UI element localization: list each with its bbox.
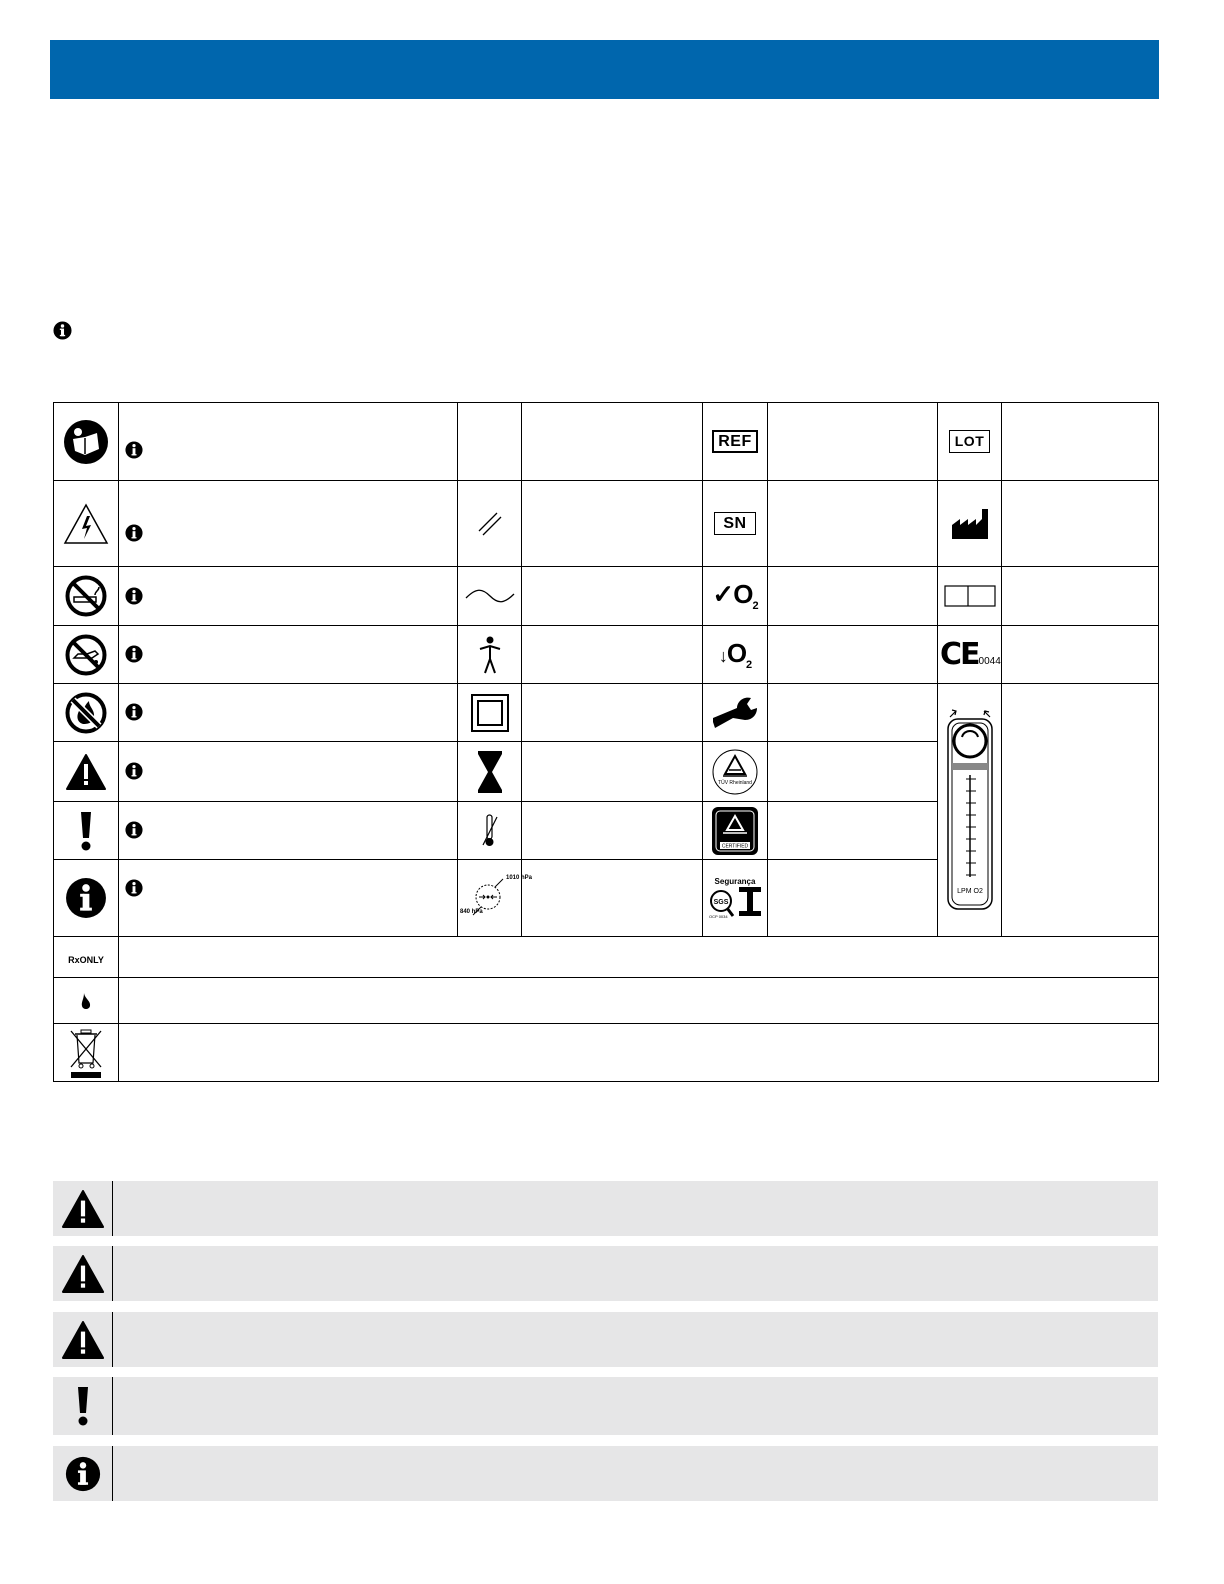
exclamation-icon	[79, 810, 93, 852]
table-row	[54, 626, 1159, 684]
description-cell	[522, 684, 703, 742]
symbol-cell	[458, 742, 522, 802]
description-cell	[768, 860, 938, 937]
table-row	[54, 684, 1159, 742]
description-cell	[119, 403, 458, 481]
symbol-cell	[458, 403, 522, 481]
warning-note	[53, 1246, 1158, 1301]
caution-note	[53, 1377, 1158, 1435]
manufacturer-icon	[950, 507, 990, 541]
electric-shock-warning-icon	[63, 503, 109, 545]
description-cell	[522, 626, 703, 684]
flowmeter-icon	[942, 707, 998, 913]
description-cell	[119, 1024, 1159, 1082]
low-oxygen-symbol: $↓O_2$	[718, 637, 752, 672]
class-ii-equipment-icon	[471, 694, 509, 732]
atmospheric-pressure-limit-icon	[459, 873, 532, 923]
keep-dry-drop-icon	[79, 991, 93, 1011]
description-cell	[119, 937, 1159, 978]
weee-crossed-bin-icon	[67, 1027, 105, 1079]
description-cell	[768, 626, 938, 684]
description-cell	[119, 626, 458, 684]
flowmeter-cell	[938, 684, 1002, 937]
description-cell	[1002, 684, 1159, 937]
symbol-cell	[458, 567, 522, 626]
description-cell	[119, 978, 1159, 1024]
table-row	[54, 481, 1159, 567]
ocp-label: OCP 0034	[709, 914, 728, 919]
description-cell	[1002, 481, 1159, 567]
warning-triangle-icon	[53, 1312, 113, 1367]
ref-symbol: REF	[712, 430, 758, 453]
exclamation-icon	[53, 1377, 113, 1435]
table-row	[54, 403, 1159, 481]
symbol-cell	[458, 626, 522, 684]
symbol-cell	[54, 403, 119, 481]
sn-symbol: SN	[714, 512, 755, 535]
symbol-cell	[703, 403, 768, 481]
description-cell	[119, 567, 458, 626]
description-cell	[768, 684, 938, 742]
symbol-cell	[703, 567, 768, 626]
warning-triangle-icon	[53, 1246, 113, 1301]
symbol-cell	[458, 802, 522, 860]
symbol-cell	[938, 567, 1002, 626]
description-cell	[768, 481, 938, 567]
no-open-flame-icon	[65, 692, 107, 734]
alternating-current-icon	[464, 588, 516, 604]
type-bf-applied-part-icon	[477, 635, 503, 675]
read-manual-icon	[63, 419, 109, 465]
description-cell	[119, 802, 458, 860]
symbol-cell	[938, 403, 1002, 481]
description-cell	[768, 567, 938, 626]
description-cell	[119, 860, 458, 937]
symbol-cell	[54, 626, 119, 684]
description-cell	[119, 481, 458, 567]
split-box-icon	[944, 585, 996, 607]
wrench-icon	[711, 696, 759, 730]
rx-only-symbol: RxONLY	[54, 937, 119, 978]
table-row	[54, 978, 1159, 1024]
description-cell	[768, 403, 938, 481]
description-cell	[119, 684, 458, 742]
information-icon	[65, 877, 107, 919]
symbol-cell	[703, 860, 768, 937]
sgs-label: SGS	[713, 899, 729, 906]
ce-mark: CE0044	[940, 637, 1001, 672]
description-cell	[119, 742, 458, 802]
info-icon	[125, 762, 143, 780]
symbol-cell	[54, 978, 119, 1024]
description-cell	[768, 742, 938, 802]
symbol-cell	[54, 567, 119, 626]
info-icon	[125, 703, 143, 721]
description-cell	[768, 802, 938, 860]
tuv-certified-label: CERTIFIED	[721, 843, 749, 849]
table-row	[54, 1024, 1159, 1082]
table-row	[54, 937, 1159, 978]
info-icon	[125, 441, 143, 459]
no-oil-grease-icon	[65, 634, 107, 676]
hourglass-icon	[477, 750, 503, 794]
description-cell	[522, 860, 703, 937]
info-icon	[125, 879, 143, 897]
warning-triangle-icon	[53, 1181, 113, 1236]
temperature-limit-icon	[479, 811, 501, 851]
symbol-cell	[703, 684, 768, 742]
tuv-certified-icon	[711, 806, 759, 856]
flowmeter-label: LPM O2	[956, 888, 983, 895]
description-cell	[1002, 626, 1159, 684]
double-slash-icon	[475, 509, 505, 539]
symbol-cell	[938, 626, 1002, 684]
description-cell	[522, 742, 703, 802]
symbol-cell	[458, 481, 522, 567]
description-cell	[522, 481, 703, 567]
info-icon	[125, 524, 143, 542]
information-icon	[53, 1446, 113, 1501]
symbol-cell	[54, 1024, 119, 1082]
symbol-cell	[703, 742, 768, 802]
description-cell	[1002, 567, 1159, 626]
no-smoking-icon	[65, 575, 107, 617]
tuv-label: TÜV Rheinland	[718, 779, 752, 786]
pressure-low-label: 840 hPa	[459, 909, 483, 915]
description-cell	[1002, 403, 1159, 481]
lot-symbol: LOT	[949, 430, 991, 453]
information-note	[53, 1446, 1158, 1501]
symbol-cell	[54, 860, 119, 937]
safety-label: Segurança	[714, 877, 756, 886]
tuv-rheinland-icon	[711, 748, 759, 796]
symbol-cell	[458, 684, 522, 742]
description-cell	[522, 403, 703, 481]
inmetro-sgs-icon	[707, 876, 763, 920]
description-cell	[522, 567, 703, 626]
warning-note	[53, 1181, 1158, 1236]
oxygen-check-symbol: $✓O_2$	[712, 579, 758, 613]
description-cell	[522, 802, 703, 860]
symbol-cell	[458, 860, 532, 937]
info-icon	[125, 645, 143, 663]
table-row	[54, 567, 1159, 626]
symbol-cell	[54, 802, 119, 860]
pressure-high-label: 1010 hPa	[505, 875, 532, 881]
symbol-table	[53, 402, 1159, 1082]
symbol-cell	[54, 684, 119, 742]
info-icon	[125, 587, 143, 605]
symbol-cell	[54, 742, 119, 802]
header-banner	[50, 40, 1159, 99]
symbol-cell	[703, 481, 768, 567]
symbol-cell	[938, 481, 1002, 567]
symbol-cell	[703, 802, 768, 860]
info-icon	[125, 821, 143, 839]
symbol-cell	[703, 626, 768, 684]
warning-note	[53, 1312, 1158, 1367]
symbol-cell	[54, 481, 119, 567]
warning-triangle-icon	[65, 753, 107, 791]
info-icon	[53, 321, 72, 340]
